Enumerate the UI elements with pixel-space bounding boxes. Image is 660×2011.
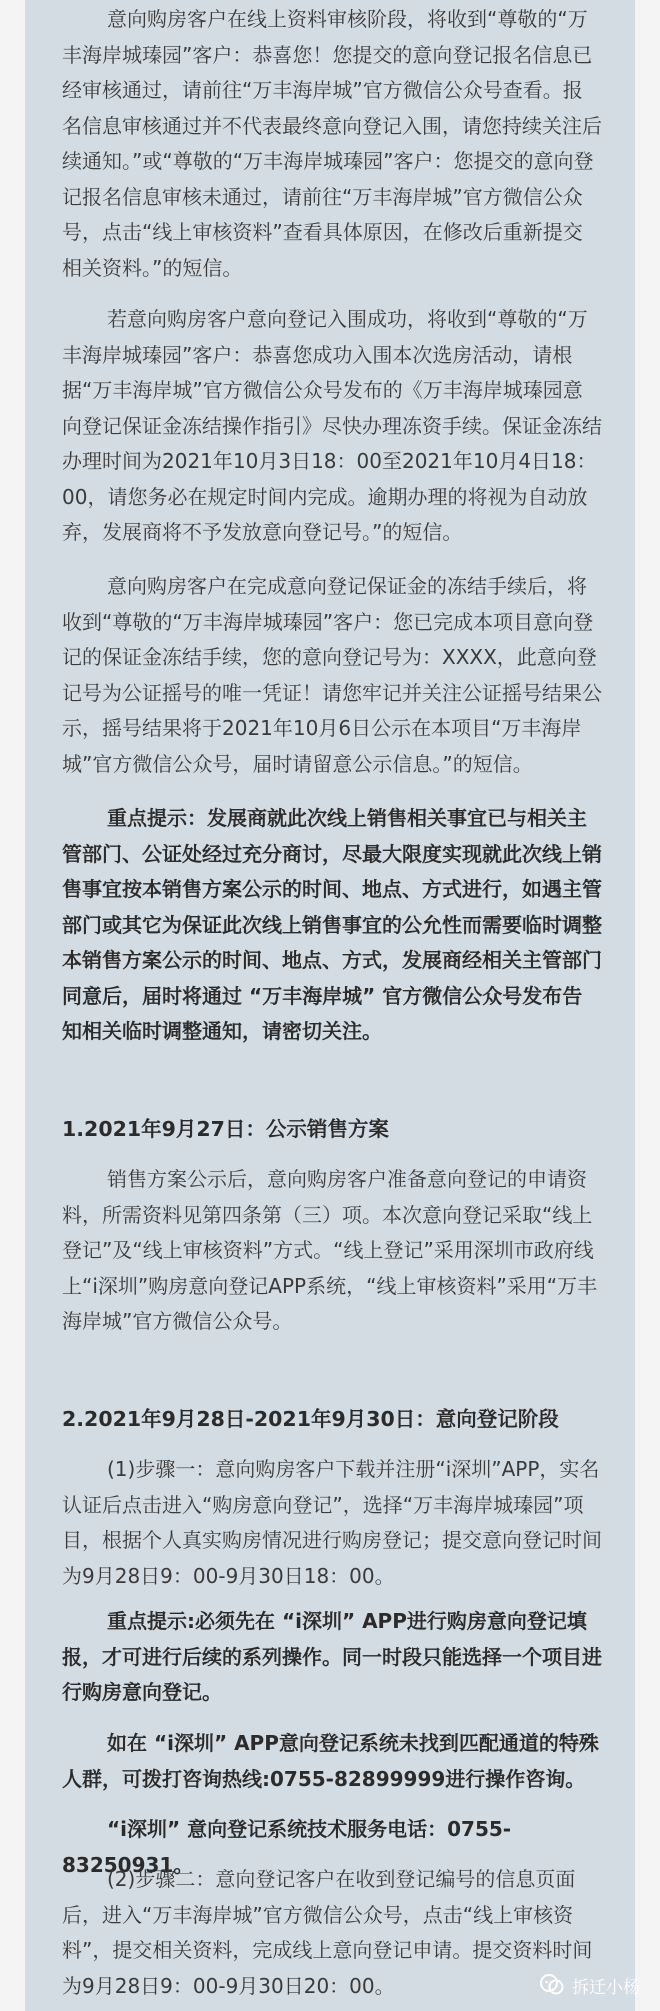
paragraph-deposit-frozen: 意向购房客户在完成意向登记保证金的冻结手续后，将收到“尊敬的“万丰海岸城瑧园”客户：您已完成本项目意向登记的保证金冻结手续，您的意向登记号为：XXXX，此意向登记号为公证摇号的唯一凭证！请您牢记并关注公证摇号结果公示，摇号结果将于2021年10月6日公示在本项目“万丰海岸城”官方微信公众号，届时请留意公示信息。”的短信。	[62, 574, 602, 776]
paragraph-publish-plan: 销售方案公示后，意向购房客户准备意向登记的申请资料，所需资料见第四条第（三）项。本次意向登记采取“线上登记”及“线上审核资料”方式。“线上登记”采用深圳市政府线上“i深圳”购房意向登记APP系统，“线上审核资料”采用“万丰海岸城”官方微信公众号。	[62, 1167, 598, 1333]
paragraph-step-two: (2)步骤二：意向登记客户在收到登记编号的信息页面后，进入“万丰海岸城”官方微信公众号，点击“线上审核资料”，提交相关资料，完成线上意向登记申请。提交资料时间为9月28日9：00-9月30日20：00。	[62, 1867, 593, 1998]
section-heading-registration: 2.2021年9月28日-2021年9月30日：意向登记阶段	[62, 1407, 559, 1431]
paragraph-step-one: (1)步骤一：意向购房客户下载并注册“i深圳”APP，实名认证后点击进入“购房意向登记”，选择“万丰海岸城瑧园”项目，根据个人真实购房情况进行购房登记；提交意向登记时间为9月28日9：00-9月30日18：00。	[62, 1457, 602, 1588]
section-heading-publish: 1.2021年9月27日：公示销售方案	[62, 1117, 389, 1141]
important-notice-ishenzhen: 重点提示:必须先在 “i深圳” APP进行购房意向登记填报，才可进行后续的系列操作。同一时段只能选择一个项目进行购房意向登记。	[62, 1609, 602, 1704]
important-notice-adjustment: 重点提示：发展商就此次线上销售相关事宜已与相关主管部门、公证处经过充分商讨，尽最大限度实现就此次线上销售事宜按本销售方案公示的时间、地点、方式进行，如遇主管部门或其它为保证此次线上销售事宜的公允性而需要临时调整本销售方案公示的时间、地点、方式，发展商经相关主管部门同意后，届时将通过 “万丰海岸城” 官方微信公众号发布告知相关临时调整通知，请密切关注。	[62, 806, 602, 1043]
notice-hotline: 如在 “i深圳” APP意向登记系统未找到匹配通道的特殊人群，可拨打咨询热线:0755-82899999进行操作咨询。	[62, 1731, 599, 1791]
watermark-text: 拆迁小杨	[572, 1977, 640, 1998]
notice-tech-support-phone: “i深圳” 意向登记系统技术服务电话：0755-83250931。	[62, 1817, 512, 1877]
account-watermark	[538, 1968, 640, 2002]
paragraph-shortlist-success: 若意向购房客户意向登记入围成功，将收到“尊敬的“万丰海岸城瑧园”客户：恭喜您成功入围本次选房活动，请根据“万丰海岸城”官方微信公众号发布的《万丰海岸城瑧园意向登记保证金冻结操作指引》尽快办理冻资手续。保证金冻结办理时间为2021年10月3日18：00至2021年10月4日18：00，请您务必在规定时间内完成。逾期办理的将视为自动放弃，发展商将不予发放意向登记号。”的短信。	[62, 307, 602, 544]
paragraph-review-stage: 意向购房客户在线上资料审核阶段，将收到“尊敬的“万丰海岸城瑧园”客户：恭喜您！您提交的意向登记报名信息已经审核通过，请前往“万丰海岸城”官方微信公众号查看。报名信息审核通过并不代表最终意向登记入围，请您持续关注后续通知。”或“尊敬的“万丰海岸城瑧园”客户：您提交的意向登记报名信息审核未通过，请前往“万丰海岸城”官方微信公众号，点击“线上审核资料”查看具体原因，在修改后重新提交相关资料。”的短信。	[62, 7, 602, 280]
wechat-channel-icon	[538, 1971, 566, 1999]
